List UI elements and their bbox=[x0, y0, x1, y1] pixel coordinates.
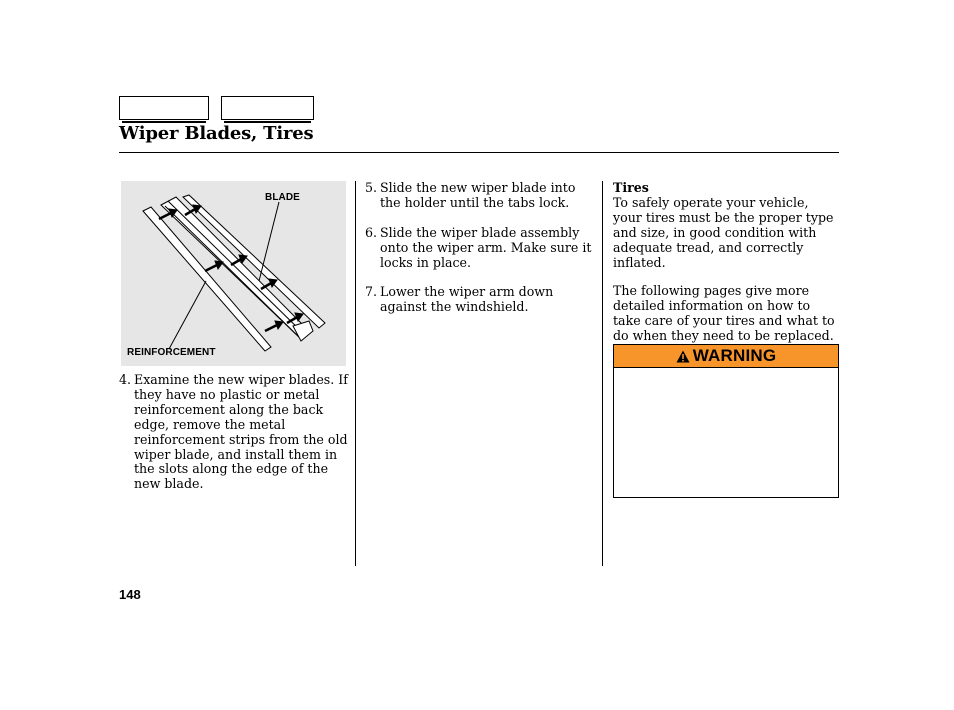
step-number: 6. bbox=[365, 225, 378, 240]
tires-heading: Tires bbox=[613, 180, 649, 195]
title-rule bbox=[119, 152, 839, 153]
step-7 bbox=[365, 285, 592, 315]
tires-paragraph-1: To safely operate your vehicle, your tires must be the proper type and size, in good condition with adequate tread, and correctly inflated. bbox=[613, 194, 834, 270]
wiper-blade-illustration bbox=[121, 181, 346, 366]
nav-tab-1[interactable] bbox=[119, 96, 209, 120]
label-reinforcement: REINFORCEMENT bbox=[127, 347, 216, 358]
warning-header bbox=[614, 345, 838, 368]
step-4 bbox=[119, 373, 348, 492]
step-number: 7. bbox=[365, 284, 378, 299]
step-number: 5. bbox=[365, 180, 378, 195]
nav-tab-2[interactable] bbox=[221, 96, 314, 120]
step-text: Slide the wiper blade assembly onto the wiper arm. Make sure it locks in place. bbox=[380, 225, 592, 270]
column-divider-left bbox=[355, 181, 356, 566]
step-text: Examine the new wiper blades. If they have no plastic or metal reinforcement along the back edge, remove the metal reinforcement strips from the old wiper blade, and install them in the slots along the edge of the new blade. bbox=[134, 372, 348, 492]
warning-label: WARNING bbox=[692, 346, 777, 365]
tires-paragraph-2: The following pages give more detailed information on how to take care of your tires and what to do when they need to be replaced. bbox=[613, 283, 835, 344]
label-blade: BLADE bbox=[265, 192, 300, 203]
step-5 bbox=[365, 181, 592, 211]
warning-box bbox=[613, 344, 839, 498]
warning-triangle-icon bbox=[676, 350, 690, 363]
step-text: Lower the wiper arm down against the windshield. bbox=[380, 284, 554, 314]
page-title: Wiper Blades, Tires bbox=[119, 123, 314, 144]
column-divider-right bbox=[602, 181, 603, 566]
step-6 bbox=[365, 226, 592, 271]
step-number: 4. bbox=[119, 372, 132, 387]
step-text: Slide the new wiper blade into the holder until the tabs lock. bbox=[380, 180, 576, 210]
page-number: 148 bbox=[119, 587, 141, 602]
tires-section bbox=[613, 181, 841, 344]
